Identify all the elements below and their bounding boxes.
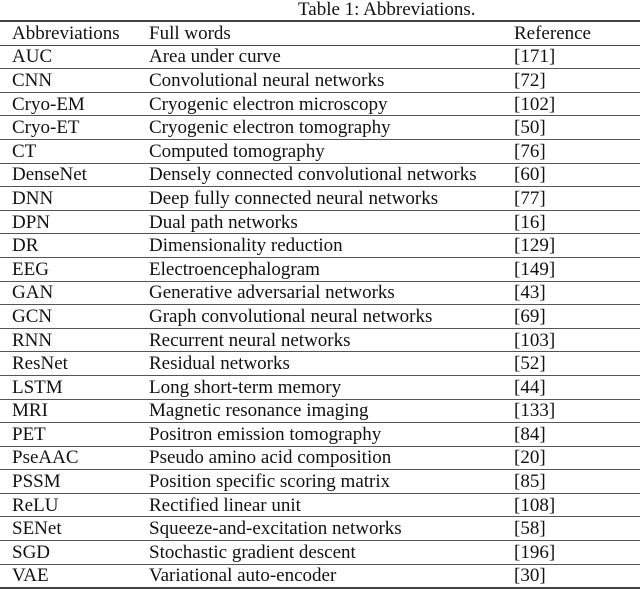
table-row bbox=[0, 210, 640, 234]
cell-reference: [30] bbox=[514, 564, 640, 588]
cell-reference: [44] bbox=[514, 375, 640, 399]
cell-abbreviation: SENet bbox=[0, 517, 149, 541]
header-reference: Reference bbox=[514, 21, 640, 45]
cell-full-words: Position specific scoring matrix bbox=[149, 470, 514, 494]
cell-abbreviation: DR bbox=[0, 234, 149, 258]
table-body bbox=[0, 45, 640, 588]
cell-full-words: Stochastic gradient descent bbox=[149, 541, 514, 565]
cell-abbreviation: PseAAC bbox=[0, 446, 149, 470]
cell-reference: [43] bbox=[514, 281, 640, 305]
cell-full-words: Graph convolutional neural networks bbox=[149, 305, 514, 329]
cell-abbreviation: GCN bbox=[0, 305, 149, 329]
cell-abbreviation: CT bbox=[0, 139, 149, 163]
cell-full-words: Area under curve bbox=[149, 45, 514, 69]
cell-reference: [103] bbox=[514, 328, 640, 352]
cell-full-words: Electroencephalogram bbox=[149, 257, 514, 281]
cell-abbreviation: EEG bbox=[0, 257, 149, 281]
cell-abbreviation: VAE bbox=[0, 564, 149, 588]
cell-full-words: Magnetic resonance imaging bbox=[149, 399, 514, 423]
table-row bbox=[0, 399, 640, 423]
cell-abbreviation: MRI bbox=[0, 399, 149, 423]
cell-reference: [196] bbox=[514, 541, 640, 565]
cell-abbreviation: PET bbox=[0, 423, 149, 447]
cell-full-words: Pseudo amino acid composition bbox=[149, 446, 514, 470]
header-full-words: Full words bbox=[149, 21, 514, 45]
cell-reference: [69] bbox=[514, 305, 640, 329]
table-header-row bbox=[0, 21, 640, 45]
cell-abbreviation: GAN bbox=[0, 281, 149, 305]
table-row bbox=[0, 92, 640, 116]
cell-reference: [108] bbox=[514, 493, 640, 517]
cell-abbreviation: ResNet bbox=[0, 352, 149, 376]
table-row bbox=[0, 116, 640, 140]
cell-abbreviation: SGD bbox=[0, 541, 149, 565]
cell-full-words: Residual networks bbox=[149, 352, 514, 376]
table-row bbox=[0, 45, 640, 69]
cell-abbreviation: RNN bbox=[0, 328, 149, 352]
cell-abbreviation: DPN bbox=[0, 210, 149, 234]
cell-full-words: Long short-term memory bbox=[149, 375, 514, 399]
table-row bbox=[0, 470, 640, 494]
cell-full-words: Computed tomography bbox=[149, 139, 514, 163]
cell-reference: [85] bbox=[514, 470, 640, 494]
abbreviations-table bbox=[0, 20, 640, 589]
cell-reference: [76] bbox=[514, 139, 640, 163]
cell-reference: [72] bbox=[514, 69, 640, 93]
table-row bbox=[0, 187, 640, 211]
table-row bbox=[0, 257, 640, 281]
cell-full-words: Variational auto-encoder bbox=[149, 564, 514, 588]
cell-full-words: Dual path networks bbox=[149, 210, 514, 234]
cell-full-words: Rectified linear unit bbox=[149, 493, 514, 517]
cell-abbreviation: DNN bbox=[0, 187, 149, 211]
cell-abbreviation: PSSM bbox=[0, 470, 149, 494]
cell-reference: [133] bbox=[514, 399, 640, 423]
cell-abbreviation: Cryo-ET bbox=[0, 116, 149, 140]
cell-full-words: Cryogenic electron tomography bbox=[149, 116, 514, 140]
table-row bbox=[0, 517, 640, 541]
cell-full-words: Convolutional neural networks bbox=[149, 69, 514, 93]
cell-reference: [60] bbox=[514, 163, 640, 187]
cell-abbreviation: Cryo-EM bbox=[0, 92, 149, 116]
cell-reference: [149] bbox=[514, 257, 640, 281]
cell-reference: [50] bbox=[514, 116, 640, 140]
cell-reference: [16] bbox=[514, 210, 640, 234]
table-row bbox=[0, 328, 640, 352]
table-row bbox=[0, 375, 640, 399]
cell-reference: [77] bbox=[514, 187, 640, 211]
table-row bbox=[0, 305, 640, 329]
cell-full-words: Deep fully connected neural networks bbox=[149, 187, 514, 211]
cell-abbreviation: LSTM bbox=[0, 375, 149, 399]
table-caption: Table 1: Abbreviations. bbox=[298, 0, 476, 20]
cell-full-words: Dimensionality reduction bbox=[149, 234, 514, 258]
cell-reference: [20] bbox=[514, 446, 640, 470]
table-row bbox=[0, 281, 640, 305]
cell-abbreviation: CNN bbox=[0, 69, 149, 93]
table-row bbox=[0, 139, 640, 163]
cell-full-words: Recurrent neural networks bbox=[149, 328, 514, 352]
cell-full-words: Cryogenic electron microscopy bbox=[149, 92, 514, 116]
header-abbreviations: Abbreviations bbox=[0, 21, 149, 45]
table-row bbox=[0, 541, 640, 565]
cell-full-words: Generative adversarial networks bbox=[149, 281, 514, 305]
cell-reference: [84] bbox=[514, 423, 640, 447]
cell-reference: [52] bbox=[514, 352, 640, 376]
cell-abbreviation: ReLU bbox=[0, 493, 149, 517]
table-row bbox=[0, 234, 640, 258]
table-row bbox=[0, 493, 640, 517]
cell-full-words: Positron emission tomography bbox=[149, 423, 514, 447]
cell-reference: [129] bbox=[514, 234, 640, 258]
cell-reference: [102] bbox=[514, 92, 640, 116]
cell-abbreviation: DenseNet bbox=[0, 163, 149, 187]
cell-abbreviation: AUC bbox=[0, 45, 149, 69]
cell-full-words: Squeeze-and-excitation networks bbox=[149, 517, 514, 541]
table-row bbox=[0, 352, 640, 376]
cell-reference: [171] bbox=[514, 45, 640, 69]
table-row bbox=[0, 423, 640, 447]
table-row bbox=[0, 564, 640, 588]
table-row bbox=[0, 69, 640, 93]
cell-reference: [58] bbox=[514, 517, 640, 541]
table-row bbox=[0, 163, 640, 187]
table-row bbox=[0, 446, 640, 470]
cell-full-words: Densely connected convolutional networks bbox=[149, 163, 514, 187]
